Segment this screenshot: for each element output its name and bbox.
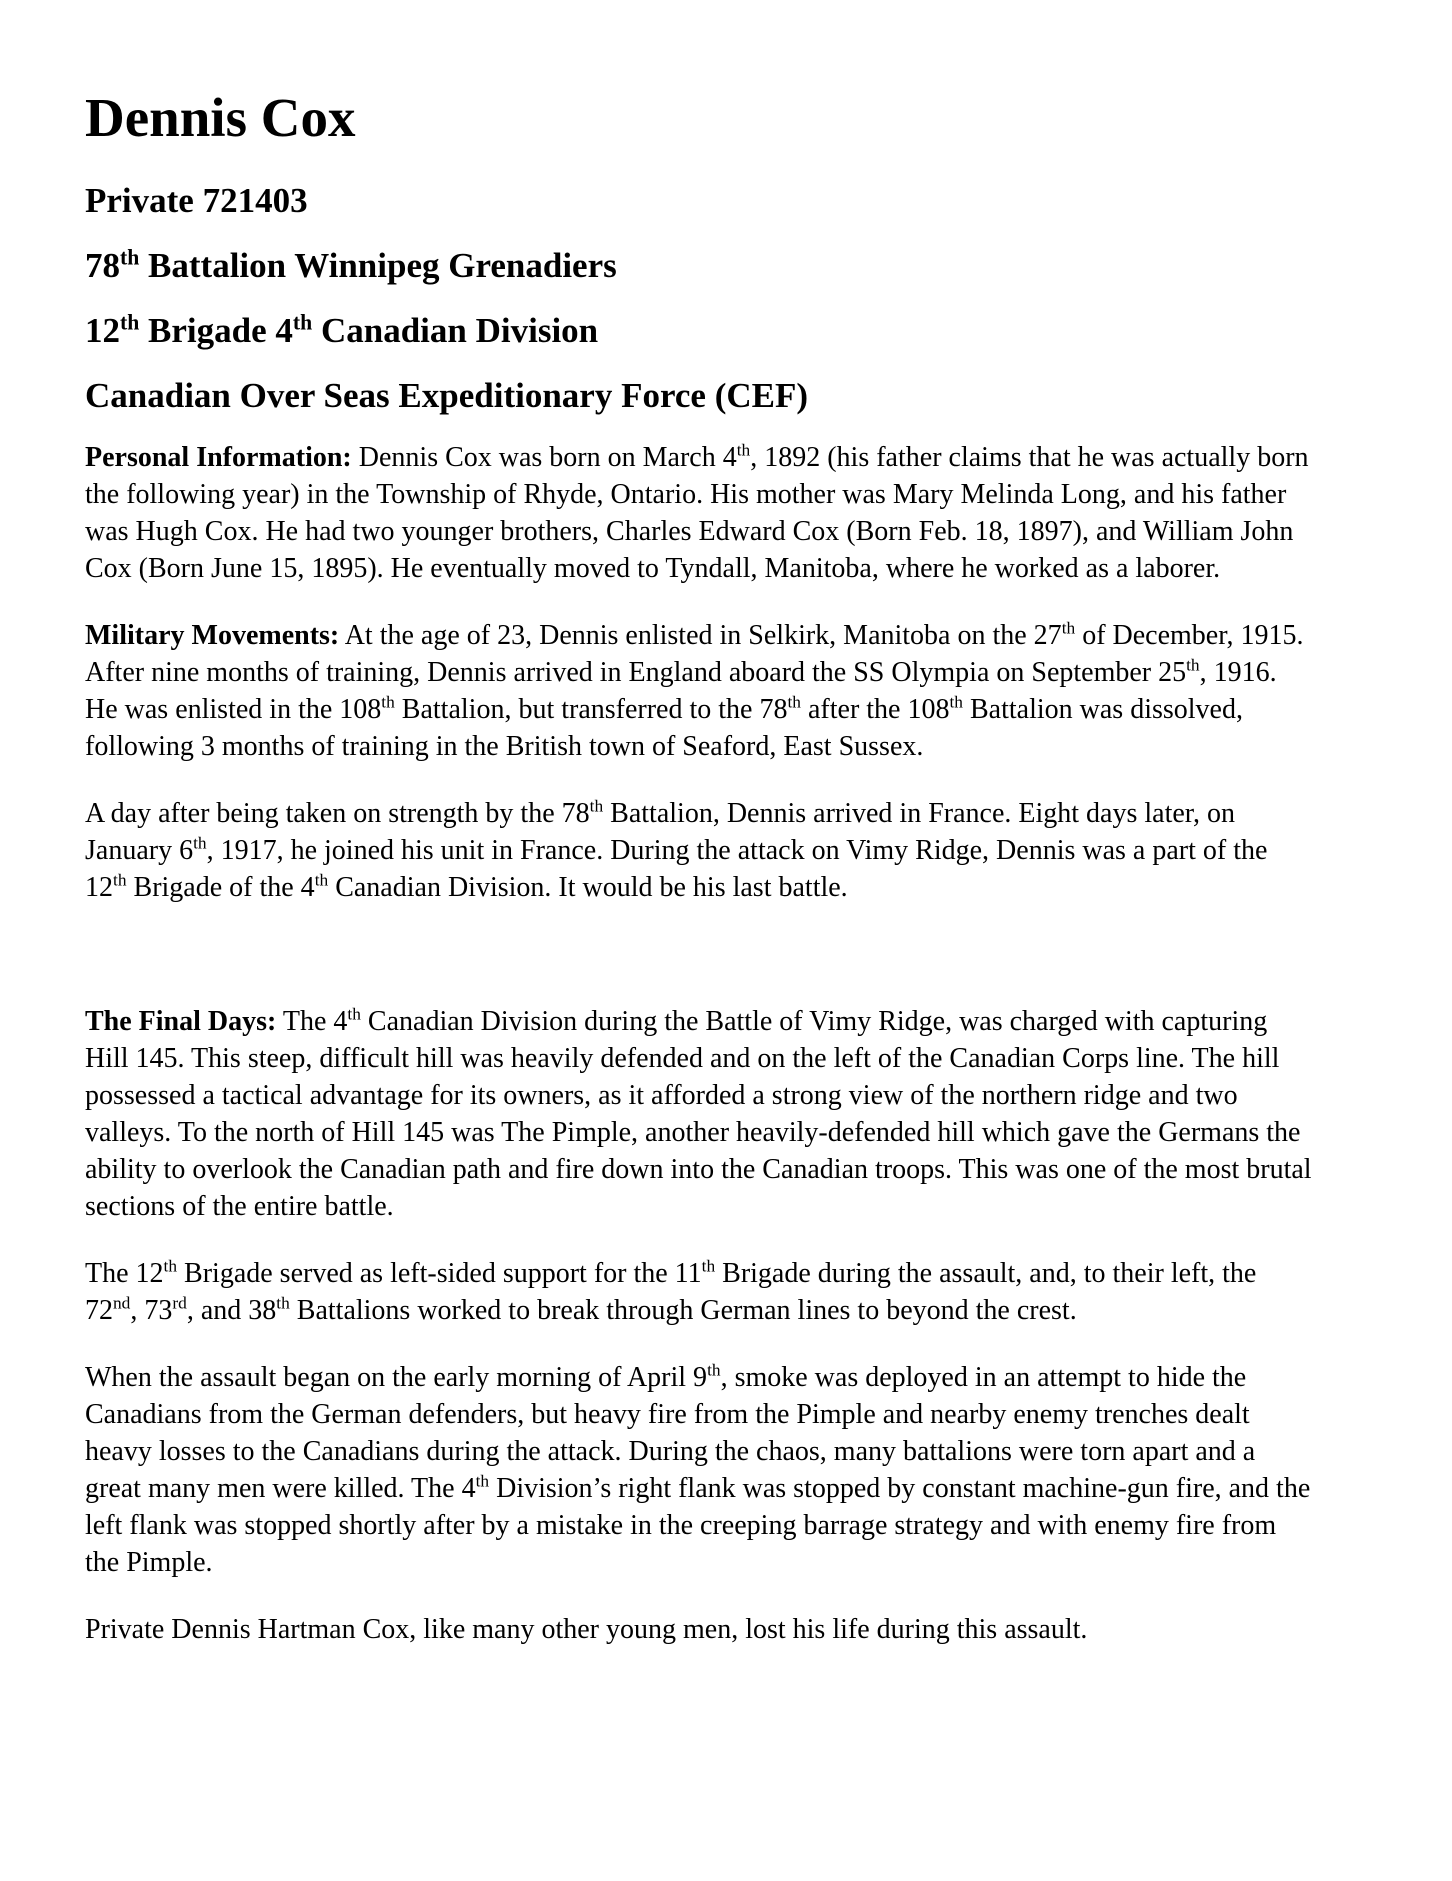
document-body [85, 86, 1312, 1648]
text-run: Battalion was dissolved, following 3 months of training in the British town of Seaford, East Sussex. [85, 694, 1243, 762]
text-run: Private Dennis Hartman Cox, like many other young men, lost his life during this assault. [85, 1614, 1088, 1645]
ordinal-superscript: th [113, 870, 127, 890]
text-run: A day after being taken on strength by the 78 [85, 798, 590, 829]
text-run: Brigade during the assault, and, to their left, the 72 [85, 1258, 1257, 1326]
ordinal-superscript: th [347, 1004, 361, 1024]
text-run: after the 108 [800, 694, 950, 725]
ordinal-superscript: th [120, 245, 140, 270]
ordinal-superscript: th [1186, 655, 1200, 675]
text-run: , smoke was deployed in an attempt to hide the Canadians from the German defenders, but heavy fire from the Pimple and nearby enemy trenches dealt heavy losses to the Canadians during the attack. During the chaos, many battalions were torn apart and a great many men were killed. The 4 [85, 1362, 1256, 1504]
subheading [85, 244, 1312, 288]
text-run: At the age of 23, Dennis enlisted in Selkirk, Manitoba on the 27 [339, 620, 1062, 651]
text-run: Brigade of the 4 [126, 872, 315, 903]
bold-text-run: The Final Days: [85, 1006, 277, 1037]
paragraph [85, 1003, 1312, 1225]
paragraph [85, 617, 1312, 765]
ordinal-superscript: th [787, 692, 801, 712]
text-run: Dennis Cox was born on March 4 [351, 442, 737, 473]
text-run: , 1917, he joined his unit in France. During the attack on Vimy Ridge, Dennis was a part of the 12 [85, 835, 1268, 903]
ordinal-superscript: nd [113, 1293, 131, 1313]
ordinal-superscript: th [120, 310, 140, 335]
ordinal-superscript: th [475, 1471, 490, 1491]
bold-text-run: Brigade 4 [139, 311, 293, 350]
text-run: , and 38 [186, 1295, 277, 1326]
ordinal-superscript: th [314, 870, 329, 890]
ordinal-superscript: th [949, 692, 963, 712]
text-run: Battalion, Dennis arrived in France. Eight days later, on January 6 [85, 798, 1235, 866]
text-run: Canadian Division. It would be his last battle. [328, 872, 848, 903]
text-run: of December, 1915. After nine months of training, Dennis arrived in England aboard the SS Olympia on September 25 [85, 620, 1304, 688]
text-run: When the assault began on the early morning of April 9 [85, 1362, 708, 1393]
text-run: The 12 [85, 1258, 164, 1289]
bold-text-run: Private 721403 [85, 181, 308, 220]
paragraph [85, 439, 1312, 587]
ordinal-superscript: th [163, 1256, 178, 1276]
bold-text-run: Dennis Cox [85, 87, 356, 148]
text-run: Battalions worked to break through German lines to beyond the crest. [289, 1295, 1077, 1326]
paragraph [85, 1255, 1312, 1329]
subheading [85, 374, 1312, 418]
text-run: , 1892 (his father claims that he was actually born the following year) in the Township of Rhyde, Ontario. His mother was Mary Melinda Long, and his father was Hugh Cox. He had two younger brothers, Charles Edward Cox (Born Feb. 18, 1897), and William John Cox (Born June 15, 1895). He eventually moved to Tyndall, Manitoba, where he worked as a laborer. [85, 442, 1309, 584]
bold-text-run: 78 [85, 246, 120, 285]
text-run: The 4 [276, 1006, 348, 1037]
subheading [85, 309, 1312, 353]
bold-text-run: Military Movements: [85, 620, 340, 651]
text-run: , 73 [130, 1295, 173, 1326]
bold-text-run: Battalion Winnipeg Grenadiers [139, 246, 617, 285]
ordinal-superscript: th [1061, 618, 1076, 638]
document-title [85, 86, 1312, 150]
ordinal-superscript: th [701, 1256, 716, 1276]
ordinal-superscript: th [276, 1293, 290, 1313]
ordinal-superscript: rd [172, 1293, 187, 1313]
bold-text-run: Canadian Division [312, 311, 599, 350]
text-run: Division’s right flank was stopped by constant machine-gun fire, and the left flank was stopped shortly after by a mistake in the creeping barrage strategy and with enemy fire from the Pimple. [85, 1473, 1311, 1578]
paragraph [85, 1359, 1312, 1581]
text-run: Canadian Division during the Battle of Vimy Ridge, was charged with capturing Hill 145. This steep, difficult hill was heavily defended and on the left of the Canadian Corps line. The hill possessed a tactical advantage for its owners, as it afforded a strong view of the northern ridge and two valleys. To the north of Hill 145 was The Pimple, another heavily-defended hill which gave the Germans the ability to overlook the Canadian path and fire down into the Canadian troops. This was one of the most brutal sections of the entire battle. [85, 1006, 1312, 1222]
ordinal-superscript: th [193, 833, 207, 853]
bold-text-run: Canadian Over Seas Expeditionary Force (CEF) [85, 376, 809, 415]
ordinal-superscript: th [589, 796, 604, 816]
empty-line [85, 936, 1312, 973]
bold-text-run: Personal Information: [85, 442, 352, 473]
ordinal-superscript: th [381, 692, 395, 712]
ordinal-superscript: th [292, 310, 313, 335]
subheading [85, 179, 1312, 223]
paragraph [85, 1611, 1312, 1648]
ordinal-superscript: th [736, 440, 751, 460]
text-run: Battalion, but transferred to the 78 [394, 694, 788, 725]
text-run: , 1916. He was enlisted in the 108 [85, 657, 1277, 725]
ordinal-superscript: th [707, 1360, 721, 1380]
paragraph [85, 795, 1312, 906]
bold-text-run: 12 [85, 311, 120, 350]
text-run: Brigade served as left-sided support for the 11 [177, 1258, 702, 1289]
